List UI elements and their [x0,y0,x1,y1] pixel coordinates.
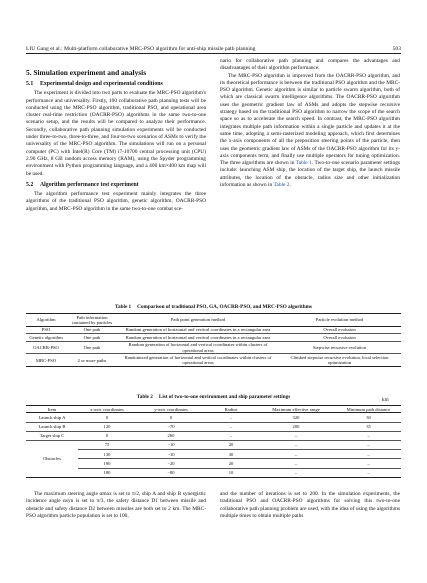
table-cell: 0 [78,431,136,440]
text-run: . Two-to-one scenario parameter settings include: launching ASM ship, the location of the target ship, the launch missile attributes, the location of the obstacle, radius size and other initialization information as shown in [220,160,400,189]
paragraph: The algorithm performance test experiment mainly integrates the three algorithms of the traditional PSO algorithm, genetic algorithm, OACRR-PSO algorithm, and MRC-PSO algorithm in the same two-to-one combat sce- [26,191,206,212]
table-row [26,468,401,477]
table-row [26,334,401,341]
table-cell: Overall evolution [278,326,401,333]
table-cell: 20 [206,440,256,449]
table-cell: – [256,431,336,440]
table-cell: Randomized generation of horizontal and vertical coordinates within clusters of operational areas [124,354,272,366]
running-header [26,40,401,52]
subsection-5-1 [26,81,206,88]
header-rule [26,53,401,54]
table-row [26,422,401,431]
table-cell: 2 or more paths [77,357,107,363]
table-header-row [26,406,401,413]
table-cell: Random generation of horizontal and vertical coordinates in a rectangular area [118,326,278,333]
table-cell: – [256,440,336,449]
table-row [26,459,401,468]
table-cell: Overall evolution [278,334,401,341]
paragraph: The maximum steering angle αmax is set to π/2, ship A and ship B synergistic incidence angle αsyn is set to π/3, the safety distance D1 between missile and obstacle and safety distance D2 between missiles are both set to 2 km. The MRC-PSO algorithm particle population is set to 100, [26,491,206,519]
table-cell: – [206,422,256,431]
table-1 [26,313,401,367]
subsection-title: Algorithm performance test experiment [40,181,139,188]
table-cell: Launch ship B [26,422,78,431]
table-cell: – [367,469,370,475]
paragraph: nario for collaborative path planning and compares the advantages and disadvantages of their algorithm performance. [220,58,400,72]
table-cell: 30 [336,413,401,422]
table-cell: 190 [78,459,136,468]
table-cell: – [206,431,256,440]
table-cell: – [336,440,401,449]
table-cell: – [336,459,401,468]
table-cell: Climbed stepwise recursive evolution, local selection optimization [290,354,389,366]
table-cell: −10 [136,440,206,449]
table-row [26,354,401,367]
table-1-caption [26,304,401,310]
table-cell: 180 [103,469,111,475]
table-caption-text: Comparison of traditional PSO, GA, OACRR-PSO, and MRC-PSO algorithms [137,304,312,310]
page-number: 503 [392,46,401,52]
table-cell: 10 [228,469,234,475]
table-cell: 35 [336,422,401,431]
table-cell: −20 [136,459,206,468]
table-cell: −70 [136,422,206,431]
table-cell: 30 [206,450,256,459]
table-cell: One path [66,326,118,333]
paragraph: The experiment is divided into two parts to evaluate the MRC-PSO algorithm's performance and universality. Firstly, 100 collaborative path planning tests will be conducted using the MRC-PSO algorithm, traditional PSO, and operational area cluster real-time restriction (OACRR-PSO) algorithms in the same two-to-one scenario setup, and the results will be compared to analyze their performance. Secondly, collaborative path planning simulation experiments will be conducted under three-to-two, three-to-three, and four-to-two scenarios of ASMs to verify the universality of the MRC-PSO algorithm. The simulations will run on a personal computer (PC) with Intel(R) Core (TM) i7-10700 central processing unit (CPU) 2.90 GHz, 8 GB random access memory (RAM), using the Spyder programming environment with Python programming language, and a 400 km×400 km map will be used. [26,90,206,177]
table-cell: 200 [256,422,336,431]
left-column [26,64,206,213]
table-row [26,431,401,440]
table-header-cell: Path point generation method [118,314,278,327]
table-1-link[interactable]: Table 1 [295,160,312,167]
right-column [220,58,400,189]
table-cell: – [336,431,401,440]
table-row [26,326,401,333]
table-caption-text: List of two-to-one environment and ship parameter settings [158,394,291,400]
table-cell: 0 [78,413,136,422]
table-cell: 130 [78,450,136,459]
table-cell: −10 [136,450,206,459]
table-cell: – [336,450,401,459]
table-header-cell: y-axis coordinates [136,406,206,413]
table-header-row [26,314,401,327]
table-2 [26,405,401,478]
table-2-caption [26,394,401,400]
paragraph [220,73,400,190]
table-header-cell: Radius [206,406,256,413]
table-cell: 320 [256,413,336,422]
table-header-cell: Minimum path distance [336,406,401,413]
text-run: The MRC-PSO algorithm is improved from the OACRR-PSO algorithm, and its theoretical performance is between the traditional PSO algorithm and the MRC-PSO algorithm. Genetic algorithm is similar to particle swarm algorithm, both of which are classical swarm intelligence algorithms. The OACRR-PSO algorithm uses the geometric gradient law of ASMs and adopts the stepwise recursive strategy based on the traditional PSO algorithm to narrow the scope of the search space so as to accelerate the search speed. In contrast, the MRC-PSO algorithm integrates multiple path information within a single particle and updates it at the same time, adopting a semi-rasterized modeling approach, which first determines the x-axis components of all the preposition steering points of the particle, then uses the geometric gradient law of ASMs of the OACRR-PSO algorithm for its y-axis components term, and finally use multiple operators for tuning optimization. The three algorithms are shown in [220,72,400,167]
table-header-cell: Algorithm [26,314,66,327]
table-header-cell: Maximum effective range [256,406,336,413]
table-cell: – [256,450,336,459]
table-cell: OACRR-PSO [26,341,66,354]
section-title: 5. Simulation experiment and analysis [26,68,147,77]
table-cell: 120 [78,422,136,431]
table-header-cell: Particle evolution method [278,314,401,327]
subsection-title: Experimental design and experimental conditions [40,81,163,87]
subsection-number: 5.2 [26,181,34,188]
table-cell: PSO [26,326,66,333]
header-title: LIU Gang et al.: Multi-platform collaborative MRC-PSO algorithm for anti-ship missile path planning [26,46,256,52]
table-cell: – [294,469,298,475]
table-cell: Target ship C [26,431,78,440]
table-cell: Genetic algorithm [26,334,66,341]
table-row [26,450,401,459]
subsection-5-2 [26,182,206,189]
table-cell: MRC-PSO [35,357,57,363]
table-cell: Stepwise recursive evolution [278,341,401,354]
table-row [26,341,401,354]
table-cell: – [206,413,256,422]
table-row [26,440,401,449]
bottom-left-column [26,491,206,520]
table-cell: One path [66,334,118,341]
table-label: Table 2 [136,394,153,400]
table-cell: Random generation of horizontal and vertical coordinates within clusters of operational areas [118,341,278,354]
table-cell: One path [66,341,118,354]
table-cell: Random generation of horizontal and vertical coordinates in a rectangular area [118,334,278,341]
text-run: . [289,182,291,189]
paragraph: and the number of iterations is set to 200. In the simulation experiments, the traditional PSO and OACRR-PSO algorithms for solving this two-to-one collaborative path planning problem are used, with the idea of using the algorithms multiple times to obtain multiple paths [220,491,400,519]
subsection-number: 5.1 [26,81,34,87]
bottom-right-column [220,491,400,520]
table-2-unit: km [382,397,389,403]
table-header-cell: Path information contained by particles [66,314,118,327]
table-row [26,413,401,422]
table-cell: −80 [167,469,175,475]
table-cell: 260 [136,431,206,440]
table-label: Table 1 [115,304,132,310]
table-cell: 20 [206,459,256,468]
table-cell: Launch ship A [26,413,78,422]
table-cell-obstacles: Obstacles [43,456,61,462]
table-cell: 0 [136,413,206,422]
table-cell: 75 [78,440,136,449]
table-header-cell: Item [26,406,78,413]
table-cell: – [256,459,336,468]
table-header-cell: x-axis coordinates [78,406,136,413]
table-2-link[interactable]: Table 2 [273,182,290,189]
